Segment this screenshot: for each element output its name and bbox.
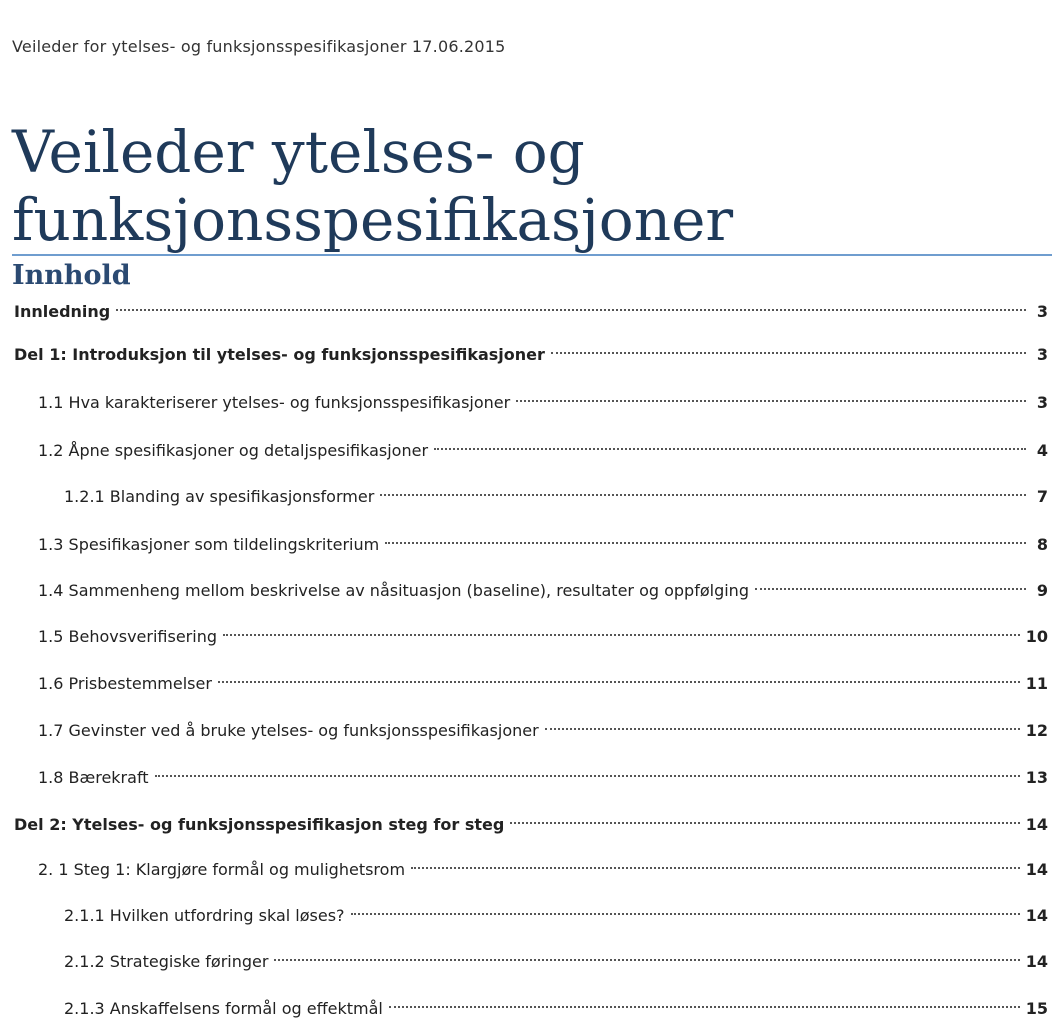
toc-entry-label: Behovsverifisering bbox=[68, 627, 217, 646]
toc-entry-number: 1.1 bbox=[38, 393, 69, 412]
toc-dot-leader bbox=[385, 542, 1026, 544]
toc-entry-page: 14 bbox=[1025, 815, 1048, 834]
toc-entry-1-7[interactable] bbox=[0, 716, 1058, 746]
toc-entry-number: 1.2.1 bbox=[64, 487, 110, 506]
toc-dot-leader bbox=[545, 728, 1020, 730]
toc-entry-page: 10 bbox=[1025, 627, 1048, 646]
running-header: Veileder for ytelses- og funksjonsspesifikasjoner 17.06.2015 bbox=[12, 37, 506, 56]
toc-entry-number: 1.6 bbox=[38, 674, 69, 693]
toc-entry-page: 11 bbox=[1025, 674, 1048, 693]
toc-entry-label: Del 1: Introduksjon til ytelses- og funksjonsspesifikasjoner bbox=[14, 345, 545, 364]
toc-entry-2-1-1[interactable] bbox=[0, 901, 1058, 931]
toc-entry-page: 15 bbox=[1025, 999, 1048, 1018]
toc-entry-label: Prisbestemmelser bbox=[68, 674, 212, 693]
toc-dot-leader bbox=[411, 867, 1020, 869]
toc-entry-label: Hva karakteriserer ytelses- og funksjonsspesifikasjoner bbox=[68, 393, 511, 412]
toc-entry-number: 1.8 bbox=[38, 768, 69, 787]
toc-entry-label: Anskaffelsens formål og effektmål bbox=[109, 999, 383, 1018]
toc-entry-1-2-1[interactable] bbox=[0, 482, 1058, 512]
toc-dot-leader bbox=[274, 959, 1019, 961]
toc-entry-page: 8 bbox=[1036, 535, 1048, 554]
toc-entry-number: 1.5 bbox=[38, 627, 69, 646]
toc-entry-label: Hvilken utfordring skal løses? bbox=[109, 906, 345, 925]
toc-dot-leader bbox=[755, 588, 1026, 590]
toc-entry-1-5[interactable] bbox=[0, 622, 1058, 652]
toc-entry-label: Blanding av spesifikasjonsformer bbox=[109, 487, 375, 506]
toc-entry-del-2[interactable] bbox=[0, 810, 1058, 840]
toc-dot-leader bbox=[218, 681, 1020, 683]
toc-dot-leader bbox=[434, 448, 1026, 450]
toc-dot-leader bbox=[389, 1006, 1020, 1008]
toc-entry-2-1-2[interactable] bbox=[0, 947, 1058, 977]
toc-entry-label: Bærekraft bbox=[68, 768, 149, 787]
toc-entry-page: 14 bbox=[1025, 906, 1048, 925]
toc-dot-leader bbox=[516, 400, 1026, 402]
toc-dot-leader bbox=[351, 913, 1020, 915]
toc-entry-label: Sammenheng mellom beskrivelse av nåsituasjon (baseline), resultater og oppfølging bbox=[68, 581, 749, 600]
toc-entry-number: 2.1.2 bbox=[64, 952, 110, 971]
toc-entry-page: 9 bbox=[1036, 581, 1048, 600]
toc-entry-page: 7 bbox=[1036, 487, 1048, 506]
toc-entry-2-1-3[interactable] bbox=[0, 994, 1058, 1023]
toc-entry-page: 3 bbox=[1036, 302, 1048, 321]
toc-dot-leader bbox=[510, 822, 1019, 824]
toc-dot-leader bbox=[155, 775, 1020, 777]
toc-entry-1-8[interactable] bbox=[0, 763, 1058, 793]
toc-entry-number: 1.7 bbox=[38, 721, 69, 740]
toc-entry-1-6[interactable] bbox=[0, 669, 1058, 699]
toc-entry-label: Steg 1: Klargjøre formål og mulighetsrom bbox=[73, 860, 406, 879]
toc-entry-number: 1.3 bbox=[38, 535, 69, 554]
toc-entry-number: 2.1.3 bbox=[64, 999, 110, 1018]
toc-entry-1-4[interactable] bbox=[0, 576, 1058, 606]
toc-entry-label: Strategiske føringer bbox=[109, 952, 269, 971]
document-title-line-1: Veileder ytelses- og bbox=[12, 118, 585, 186]
toc-entry-page: 13 bbox=[1025, 768, 1048, 787]
toc-entry-page: 14 bbox=[1025, 860, 1048, 879]
document-title-line-2: funksjonsspesifikasjoner bbox=[12, 186, 734, 254]
toc-dot-leader bbox=[223, 634, 1020, 636]
toc-entry-page: 4 bbox=[1036, 441, 1048, 460]
toc-entry-1-2[interactable] bbox=[0, 436, 1058, 466]
toc-entry-1-3[interactable] bbox=[0, 530, 1058, 560]
document-title bbox=[12, 118, 1042, 254]
toc-entry-del-1[interactable] bbox=[0, 340, 1058, 370]
toc-entry-number: 2. 1 bbox=[38, 860, 74, 879]
toc-entry-page: 12 bbox=[1025, 721, 1048, 740]
toc-entry-2-1[interactable] bbox=[0, 855, 1058, 885]
toc-entry-label: Del 2: Ytelses- og funksjonsspesifikasjon steg for steg bbox=[14, 815, 505, 834]
toc-entry-number: 1.2 bbox=[38, 441, 69, 460]
toc-dot-leader bbox=[380, 494, 1026, 496]
title-divider bbox=[12, 254, 1052, 256]
toc-entry-label: Åpne spesifikasjoner og detaljspesifikasjoner bbox=[68, 441, 429, 460]
toc-entry-page: 3 bbox=[1036, 345, 1048, 364]
toc-entry-1-1[interactable] bbox=[0, 388, 1058, 418]
toc-heading: Innhold bbox=[12, 260, 131, 291]
toc-dot-leader bbox=[551, 352, 1026, 354]
toc-entry-innledning[interactable] bbox=[0, 297, 1058, 327]
toc-entry-label: Spesifikasjoner som tildelingskriterium bbox=[68, 535, 380, 554]
toc-entry-label: Gevinster ved å bruke ytelses- og funksjonsspesifikasjoner bbox=[68, 721, 539, 740]
toc-entry-page: 3 bbox=[1036, 393, 1048, 412]
toc-entry-label: Innledning bbox=[14, 302, 111, 321]
toc-entry-number: 2.1.1 bbox=[64, 906, 110, 925]
toc-dot-leader bbox=[116, 309, 1026, 311]
toc-entry-page: 14 bbox=[1025, 952, 1048, 971]
toc-entry-number: 1.4 bbox=[38, 581, 69, 600]
